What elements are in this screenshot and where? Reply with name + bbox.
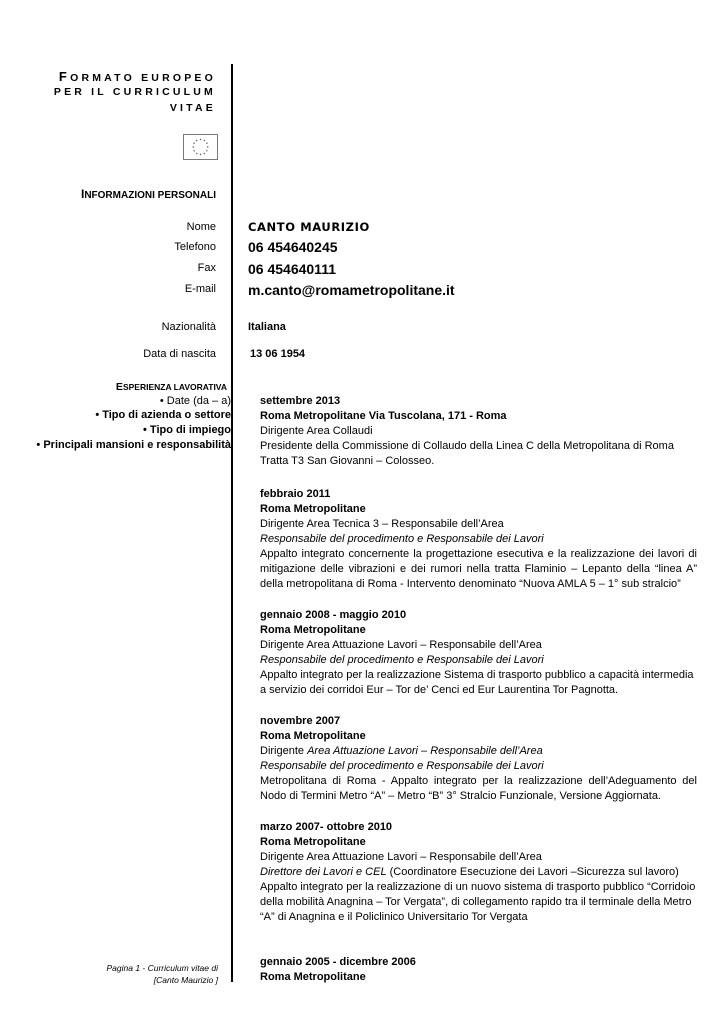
experience-entry	[260, 487, 697, 592]
experience-rest: SPERIENZA LAVORATIVA	[122, 382, 227, 392]
footer-line-1: Pagina 1 - Curriculum vitae di	[106, 963, 218, 973]
entry-role: Dirigente Area Collaudi	[260, 425, 373, 437]
cv-title-line-3: VITAE	[169, 102, 216, 114]
page-footer	[107, 962, 219, 986]
entry-role-italic: Area Attuazione Lavori – Responsabile dell’Area	[307, 745, 543, 757]
value-phone: 06 454640245	[248, 239, 338, 255]
vertical-divider	[231, 64, 233, 982]
entry-role: Dirigente Area Attuazione Lavori – Responsabile dell’Area	[260, 851, 542, 863]
label-main-duties: • Principali mansioni e responsabilità	[36, 439, 231, 451]
experience-entry	[260, 820, 697, 925]
entry-description: Presidente della Commissione di Collaudo della Linea C della Metropolitana di Roma Tratta T3 San Giovanni – Colosseo.	[260, 440, 674, 467]
label-dates: • Date (da – a)	[159, 395, 231, 407]
experience-entry	[260, 955, 697, 985]
entry-description: Appalto integrato per la realizzazione Sistema di trasporto pubblico a capacità intermedia a servizio dei corridoi Eur – Tor de’ Cenci ed Eur Laurentina Tor Pagnotta.	[260, 669, 694, 696]
footer-line-2: [Canto Maurizio ]	[153, 975, 218, 985]
value-name: CANTO MAURIZIO	[248, 220, 370, 234]
entry-date: marzo 2007- ottobre 2010	[260, 821, 393, 833]
cv-title-rest: ORMATO EUROPEO	[70, 72, 216, 84]
label-employment-type: • Tipo di impiego	[143, 424, 231, 436]
entry-description: Metropolitana di Roma - Appalto integrato per la realizzazione dell’Adeguamento del Nodo di Termini Metro “A” – Metro “B” 3° Stralcio Funzionale, Versione Aggiornata.	[260, 775, 697, 802]
value-email: m.canto@romametropolitane.it	[248, 282, 455, 298]
label-email: E-mail	[184, 283, 216, 295]
experience-entry	[260, 714, 697, 804]
entry-role	[260, 744, 697, 759]
experience-initial: E	[115, 381, 123, 393]
entry-responsibility-italic: Direttore dei Lavori e CEL	[260, 866, 387, 878]
entry-responsibility: Responsabile del procedimento e Responsabile dei Lavori	[260, 533, 544, 545]
entry-date: gennaio 2008 - maggio 2010	[260, 609, 407, 621]
entry-responsibility	[260, 865, 697, 880]
value-fax: 06 454640111	[248, 261, 336, 277]
entry-date: febbraio 2011	[260, 488, 331, 500]
label-nationality: Nazionalità	[161, 321, 216, 333]
entry-description: Appalto integrato concernente la progettazione esecutiva e la realizzazione dei lavori di mitigazione delle vibrazioni e dei rumori nella tratta Flaminio – Lepanto della “linea A” della metropolitana di Roma - Intervento denominato “Nuova AMLA 5 – 1° sub stralcio”	[260, 548, 697, 590]
label-phone: Telefono	[174, 241, 216, 253]
value-birth-date: 13 06 1954	[250, 348, 306, 360]
personal-info-title	[81, 187, 216, 201]
entry-organization: Roma Metropolitane	[260, 971, 366, 983]
entry-date: gennaio 2005 - dicembre 2006	[260, 956, 416, 968]
entry-role: Dirigente Area Attuazione Lavori – Responsabile dell’Area	[260, 639, 542, 651]
entry-description: Appalto integrato per la realizzazione di un nuovo sistema di trasporto pubblico “Corridoio della mobilità Anagnina – Tor Vergata”, di collegamento rapido tra il terminale della Metro “A” di Anagnina e il Policlinico Universitario Tor Vergata	[260, 881, 696, 923]
experience-entry	[260, 394, 697, 469]
entry-organization: Roma Metropolitane	[260, 836, 366, 848]
cv-title-initial: F	[58, 69, 71, 84]
entry-responsibility: Responsabile del procedimento e Responsabile dei Lavori	[260, 654, 544, 666]
label-birth-date: Data di nascita	[143, 348, 216, 360]
experience-title	[116, 381, 227, 393]
entry-organization: Roma Metropolitane	[260, 503, 366, 515]
cv-title-line-2: PER IL CURRICULUM	[53, 86, 216, 98]
personal-info-rest: NFORMAZIONI PERSONALI	[84, 190, 216, 201]
cv-title-line-1	[59, 69, 216, 84]
entry-organization: Roma Metropolitane	[260, 730, 366, 742]
eu-flag-icon	[183, 134, 218, 160]
entry-role-plain: Dirigente	[260, 745, 308, 757]
entry-responsibility-plain: (Coordinatore Esecuzione dei Lavori –Sicurezza sul lavoro)	[386, 866, 679, 878]
label-fax: Fax	[197, 262, 216, 274]
experience-entry	[260, 608, 697, 698]
entry-role: Dirigente Area Tecnica 3 – Responsabile dell’Area	[260, 518, 504, 530]
entry-date: novembre 2007	[260, 715, 341, 727]
entry-organization: Roma Metropolitane Via Tuscolana, 171 - Roma	[260, 410, 507, 422]
entry-organization: Roma Metropolitane	[260, 624, 366, 636]
entry-responsibility: Responsabile del procedimento e Responsabile dei Lavori	[260, 760, 544, 772]
entry-date: settembre 2013	[260, 395, 341, 407]
label-name: Nome	[186, 221, 216, 233]
label-company-type: • Tipo di azienda o settore	[95, 409, 231, 421]
value-nationality: Italiana	[248, 321, 286, 333]
experience-list	[260, 394, 697, 1001]
personal-info-initial: I	[80, 187, 85, 201]
